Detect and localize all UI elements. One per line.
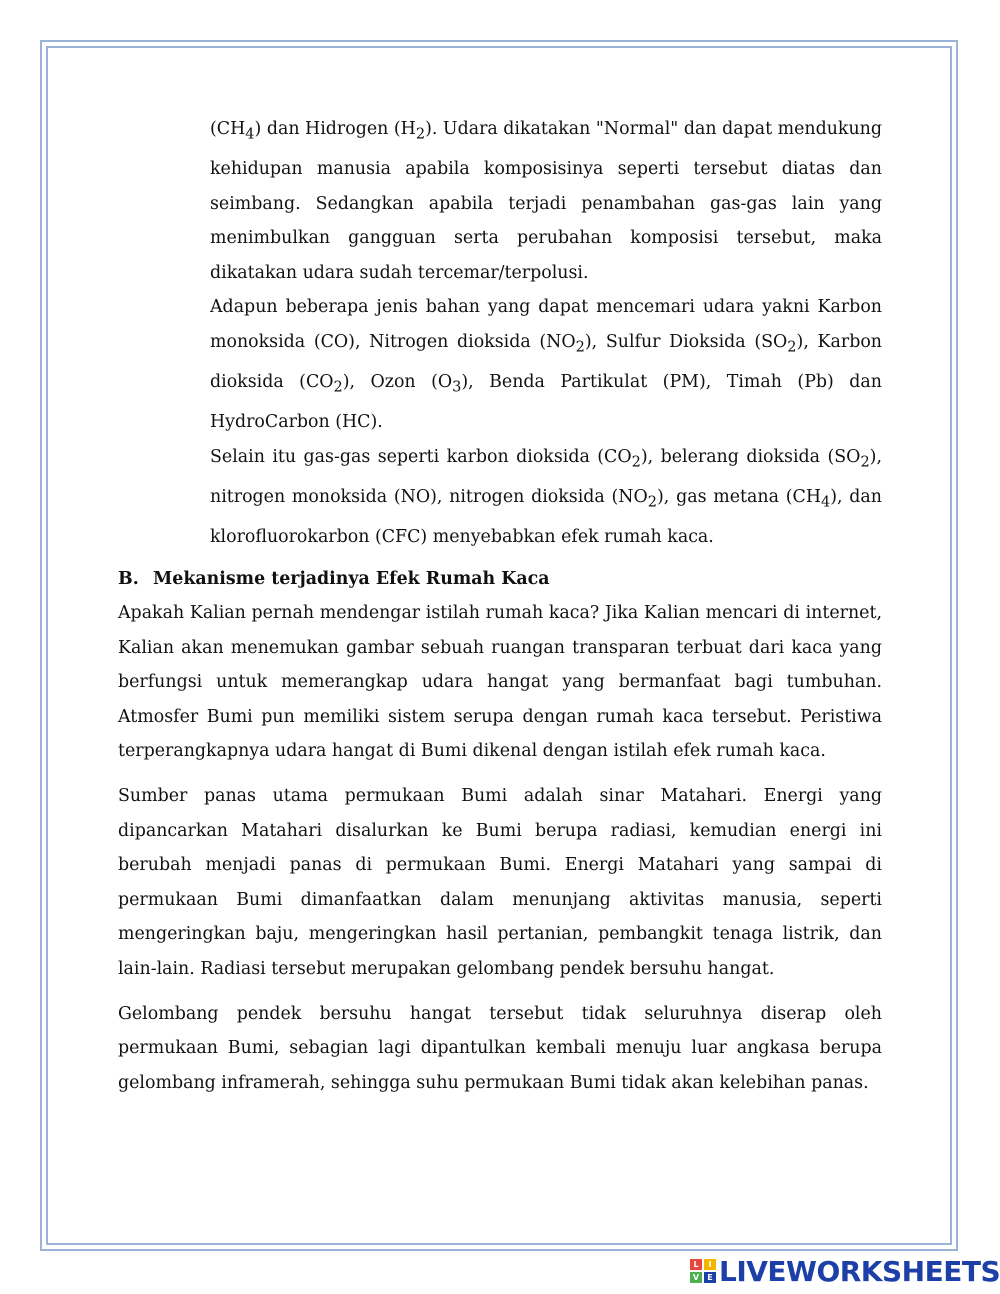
paragraph-normal-air: $(CH_4)$ dan Hidrogen $(H_2)$. Udara dikatakan "Normal" dan dapat mendukung kehidupan manusia apabila komposisinya seperti tersebut diatas dan seimbang. Sedangkan apabila terjadi penambahan gas-gas lain yang menimbulkan gangguan serta perubahan komposisi tersebut, maka dikatakan udara sudah tercemar/terpolusi. — [210, 119, 882, 283]
logo-letter: L — [690, 1259, 702, 1270]
paragraph-sun-energy: Sumber panas utama permukaan Bumi adalah sinar Matahari. Energi yang dipancarkan Matahari disalurkan ke Bumi berupa radiasi, kemudian energi ini berubah menjadi panas di permukaan Bumi. Energi Matahari yang sampai di permukaan Bumi dimanfaatkan dalam menunjang aktivitas manusia, seperti mengeringkan baju, mengeringkan hasil pertanian, pembangkit tenaga listrik, dan lain-lain. Radiasi tersebut merupakan gelombang pendek bersuhu hangat. — [118, 785, 882, 979]
paragraph-pollutants: Adapun beberapa jenis bahan yang dapat mencemari udara yakni Karbon monoksida (CO), Nitrogen dioksida $(NO_2)$, Sulfur Dioksida $(SO_2)$, Karbon dioksida $(CO_2)$, Ozon $(O_3)$, Benda Partikulat (PM), Timah (Pb) dan HydroCarbon (HC). — [210, 297, 882, 433]
logo-letter: V — [690, 1272, 702, 1283]
paragraph-shortwave: Gelombang pendek bersuhu hangat tersebut tidak seluruhnya diserap oleh permukaan Bumi, sebagian lagi dipantulkan kembali menuju luar angkasa berupa gelombang inframerah, sehingga suhu permukaan Bumi tidak akan kelebihan panas. — [118, 1003, 882, 1093]
liveworksheets-logo — [690, 1254, 1000, 1288]
section-heading — [118, 562, 882, 596]
section-title: Mekanisme terjadinya Efek Rumah Kaca — [153, 569, 550, 589]
logo-letter: I — [704, 1259, 716, 1270]
paragraph-greenhouse-gases: Selain itu gas-gas seperti karbon dioksida $(CO_2)$, belerang dioksida $(SO_2)$, nitrogen monoksida (NO), nitrogen dioksida $(NO_2)$, gas metana $(CH_4)$, dan klorofluorokarbon (CFC) menyebabkan efek rumah kaca. — [210, 446, 882, 547]
logo-letter: E — [704, 1272, 716, 1283]
continuation-block — [210, 112, 882, 554]
section-letter: B. — [118, 569, 139, 589]
section-b — [118, 562, 882, 1100]
liveworksheets-mark-icon — [690, 1259, 716, 1283]
logo-text: LIVEWORKSHEETS — [719, 1254, 1000, 1288]
paragraph-intro: Apakah Kalian pernah mendengar istilah rumah kaca? Jika Kalian mencari di internet, Kalian akan menemukan gambar sebuah ruangan transparan terbuat dari kaca yang berfungsi untuk memerangkap udara hangat yang bermanfaat bagi tumbuhan. Atmosfer Bumi pun memiliki sistem serupa dengan rumah kaca tersebut. Peristiwa terperangkapnya udara hangat di Bumi dikenal dengan istilah efek rumah kaca. — [118, 603, 882, 762]
